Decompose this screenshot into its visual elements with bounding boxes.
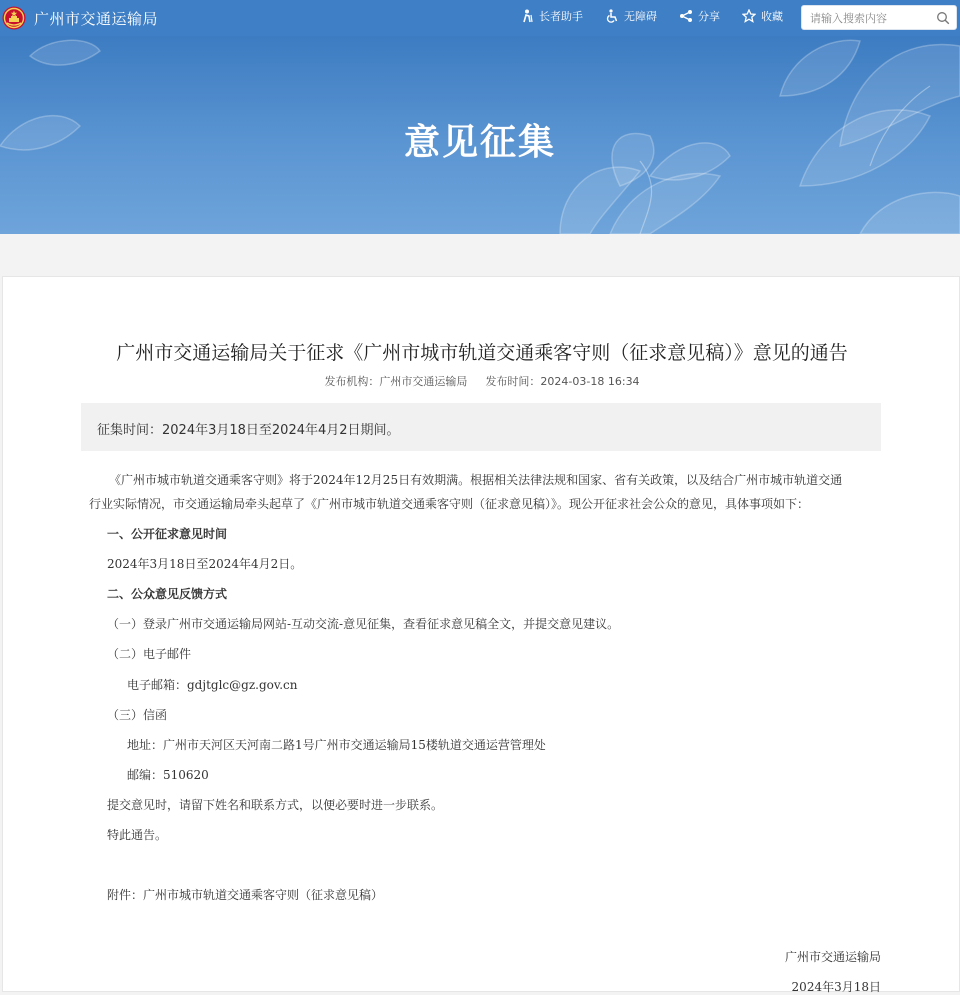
favorite-button[interactable]: [742, 8, 783, 24]
accessibility-icon: [605, 9, 619, 23]
collection-period: 征集时间：2024年3月18日至2024年4月2日期间。: [97, 423, 400, 438]
page-banner: [0, 36, 960, 234]
signature-date: 2024年3月18日: [791, 980, 881, 994]
share-button[interactable]: [679, 8, 720, 24]
article-title: 广州市交通运输局关于征求《广州市城市轨道交通乘客守则（征求意见稿）》意见的通告: [116, 342, 848, 364]
site-brand[interactable]: [2, 5, 158, 31]
favorite-label: 收藏: [761, 10, 783, 23]
header-tools: [520, 8, 805, 24]
section2-heading: 二、公众意见反馈方式: [107, 587, 228, 601]
method-3: （三）信函: [107, 708, 168, 722]
star-icon: [742, 9, 756, 23]
postcode: 邮编：510620: [127, 768, 209, 782]
elder-assist-button[interactable]: [520, 8, 583, 24]
national-emblem-icon: [2, 6, 26, 30]
site-name: 广州市交通运输局: [34, 10, 159, 28]
signature-org: 广州市交通运输局: [784, 950, 881, 964]
section1-text: 2024年3月18日至2024年4月2日。: [107, 557, 303, 571]
collection-period-box: [81, 403, 881, 451]
search-box: [801, 5, 957, 30]
top-header: [0, 0, 960, 36]
article-meta: [3, 373, 960, 389]
search-icon[interactable]: [936, 11, 950, 25]
elder-assist-label: 长者助手: [539, 10, 583, 23]
section1-heading: 一、公开征求意见时间: [107, 527, 228, 541]
banner-title: 意见征集: [403, 122, 556, 163]
article-card: [2, 276, 960, 992]
closing-text: 特此通告。: [107, 828, 168, 842]
method-2: （二）电子邮件: [107, 647, 192, 661]
search-input[interactable]: [808, 8, 932, 29]
intro-line-2: 行业实际情况，市交通运输局牵头起草了《广州市城市轨道交通乘客守则（征求意见稿）》。现公开征求社会公众的意见，具体事项如下：: [89, 497, 810, 511]
mailing-address: 地址：广州市天河区天河南二路1号广州市交通运输局15楼轨道交通运营管理处: [127, 738, 546, 752]
reminder: 提交意见时，请留下姓名和联系方式，以便必要时进一步联系。: [107, 798, 444, 812]
publish-time: 发布时间：2024-03-18 16:34: [485, 375, 640, 388]
intro-line-1: 《广州市城市轨道交通乘客守则》将于2024年12月25日有效期满。根据相关法律法规和国家、省有关政策，以及结合广州市城市轨道交通: [109, 473, 843, 487]
elder-assist-icon: [520, 9, 534, 23]
accessibility-button[interactable]: [605, 8, 657, 24]
email-address: 电子邮箱：gdjtglc@gz.gov.cn: [127, 678, 298, 692]
share-icon: [679, 9, 693, 23]
accessibility-label: 无障碍: [624, 10, 657, 23]
share-label: 分享: [698, 10, 720, 23]
method-1: （一）登录广州市交通运输局网站-互动交流-意见征集，查看征求意见稿全文，并提交意见建议。: [107, 617, 620, 631]
publisher: 发布机构：广州市交通运输局: [324, 375, 468, 388]
attachment-link[interactable]: 附件：广州市城市轨道交通乘客守则（征求意见稿）: [107, 888, 384, 902]
